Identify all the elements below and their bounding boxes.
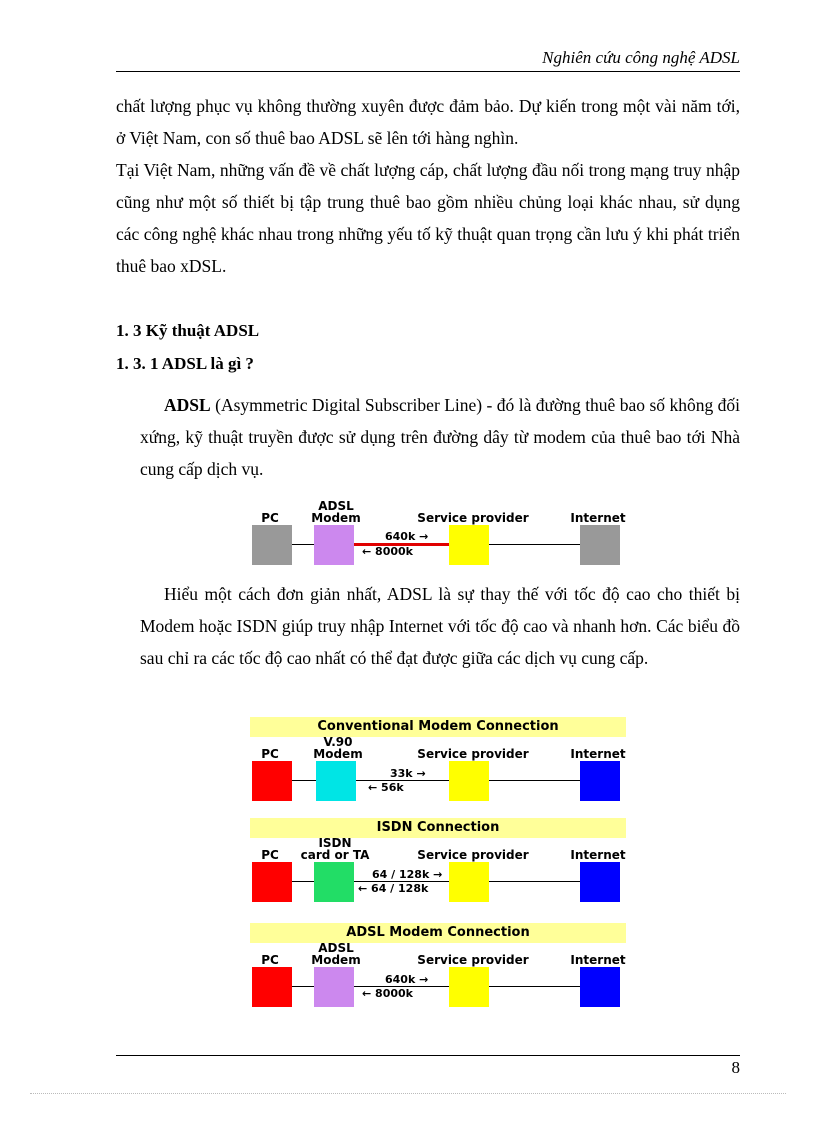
modem-label-1: ADSL	[318, 499, 354, 513]
pc-label: PC	[261, 747, 279, 761]
provider-box	[449, 862, 489, 902]
pc-box	[252, 967, 292, 1007]
running-header: Nghiên cứu công nghệ ADSL	[542, 48, 740, 67]
subsection-heading: 1. 3. 1 ADSL là gì ?	[116, 354, 254, 373]
modem-box	[316, 761, 356, 801]
internet-label: Internet	[570, 848, 626, 862]
upstream-speed: 64 / 128k →	[372, 868, 443, 881]
modem-label-2: Modem	[311, 953, 361, 967]
modem-label-1: V.90	[323, 735, 353, 749]
internet-label: Internet	[570, 953, 626, 967]
provider-box	[449, 761, 489, 801]
pc-label: PC	[261, 953, 279, 967]
modem-label-2: card or TA	[300, 848, 370, 862]
internet-box	[580, 862, 620, 902]
page-number: 8	[731, 1058, 740, 1077]
provider-label: Service provider	[417, 848, 529, 862]
link-line	[489, 544, 580, 545]
provider-label: Service provider	[417, 511, 529, 525]
pc-label: PC	[261, 848, 279, 862]
internet-box	[580, 967, 620, 1007]
downstream-speed: ← 56k	[368, 781, 404, 794]
upstream-speed: 640k →	[385, 973, 429, 986]
link-line	[292, 780, 316, 781]
paragraph-3	[140, 389, 740, 485]
downstream-speed: ← 8000k	[362, 987, 413, 1000]
adsl-term: ADSL	[164, 395, 211, 415]
modem-label-2: Modem	[313, 747, 363, 761]
internet-label: Internet	[570, 511, 626, 525]
internet-box	[580, 525, 620, 565]
section-banner: Conventional Modem Connection	[250, 717, 626, 737]
link-line	[292, 544, 314, 545]
upstream-speed: 640k →	[385, 530, 429, 543]
modem-box	[314, 525, 354, 565]
provider-box	[449, 967, 489, 1007]
internet-box	[580, 761, 620, 801]
modem-label-2: Modem	[311, 511, 361, 525]
link-line	[489, 881, 580, 882]
link-line	[489, 780, 580, 781]
downstream-speed: ← 64 / 128k	[358, 882, 429, 895]
internet-label: Internet	[570, 747, 626, 761]
upstream-speed: 33k →	[390, 767, 426, 780]
paragraph-3-text: (Asymmetric Digital Subscriber Line) - đó là đường thuê bao số không đối xứng, kỹ thuật truyền được sử dụng trên đường dây từ modem của thuê bao tới Nhà cung cấp dịch vụ.	[140, 395, 740, 479]
page-bottom-edge	[30, 1093, 786, 1094]
section-banner: ISDN Connection	[250, 818, 626, 838]
pc-label: PC	[261, 511, 279, 525]
modem-label-1: ADSL	[318, 941, 354, 955]
modem-box	[314, 967, 354, 1007]
paragraph-2: Tại Việt Nam, những vấn đề về chất lượng cáp, chất lượng đầu nối trong mạng truy nhập cũng như một số thiết bị tập trung thuê bao gồm nhiều chủng loại khác nhau, sử dụng các công nghệ khác nhau trong những yếu tố kỹ thuật quan trọng cần lưu ý khi phát triển thuê bao xDSL.	[116, 160, 740, 276]
section-heading: 1. 3 Kỹ thuật ADSL	[116, 321, 260, 340]
link-line	[292, 881, 314, 882]
header-rule	[116, 71, 740, 72]
provider-label: Service provider	[417, 747, 529, 761]
section-banner: ADSL Modem Connection	[250, 923, 626, 943]
adsl-simple-diagram	[250, 497, 626, 567]
link-line	[292, 986, 314, 987]
modem-label-1: ISDN	[318, 836, 352, 850]
downstream-speed: ← 8000k	[362, 545, 413, 558]
pc-box	[252, 525, 292, 565]
isdn-box	[314, 862, 354, 902]
footer-rule	[116, 1055, 740, 1056]
link-line	[489, 986, 580, 987]
pc-box	[252, 761, 292, 801]
paragraph-4: Hiểu một cách đơn giản nhất, ADSL là sự thay thế với tốc độ cao cho thiết bị Modem hoặc ISDN giúp truy nhập Internet với tốc độ cao và nhanh hơn. Các biểu đồ sau chỉ ra các tốc độ cao nhất có thể đạt được giữa các dịch vụ cung cấp.	[140, 584, 740, 668]
provider-box	[449, 525, 489, 565]
connection-comparison-diagram	[250, 717, 626, 1011]
pc-box	[252, 862, 292, 902]
provider-label: Service provider	[417, 953, 529, 967]
paragraph-1: chất lượng phục vụ không thường xuyên được đảm bảo. Dự kiến trong một vài năm tới, ở Việt Nam, con số thuê bao ADSL sẽ lên tới hàng nghìn.	[116, 96, 740, 148]
